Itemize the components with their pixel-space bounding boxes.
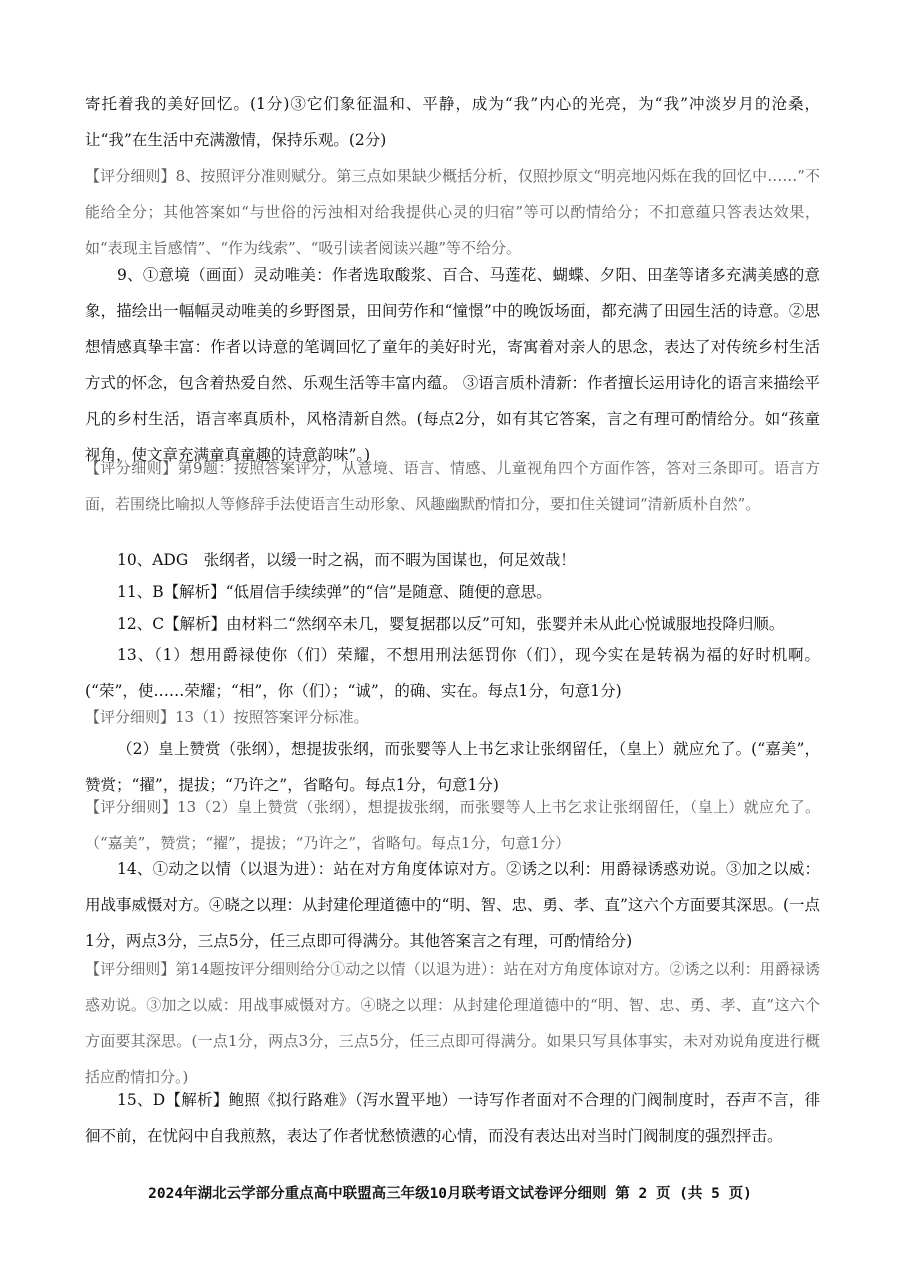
answer-9: 9、①意境（画面）灵动唯美：作者选取酸浆、百合、马莲花、蝴蝶、夕阳、田垄等诸多充满美感的意象，描绘出一幅幅灵动唯美的乡野图景，田间劳作和“憧憬”中的晚饭场面，都充满了田园生活的诗意。②思想情感真挚丰富：作者以诗意的笔调回忆了童年的美好时光，寄寓着对亲人的思念，表达了对传统乡村生活方式的怀念，包含着热爱自然、乐观生活等丰富内蕴。 ③语言质朴清新：作者擅长运用诗化的语言来描绘平凡的乡村生活，语言率真质朴，风格清新自然。(每点2分，如有其它答案，言之有理可酌情给分。如“孩童视角，使文章充满童真童趣的诗意韵味”。): [85, 266, 820, 464]
answer-13-1: 13、（1）想用爵禄使你（们）荣耀，不想用刑法惩罚你（们），现今实在是转祸为福的好时机啊。(“荣”，使……荣耀；“相”，你（们）；“诚”，的确、实在。每点1分，句意1分): [85, 646, 820, 700]
scoring-detail-13-2: 【评分细则】13（2）皇上赞赏（张纲），想提拔张纲，而张婴等人上书乞求让张纲留任，（皇上）就应允了。（“嘉美”，赞赏；“擢”，提拔；“乃许之”，省略句。每点1分，句意1分）: [85, 798, 820, 852]
answer-11: 11、B【解析】“低眉信手续续弹”的“信”是随意、随便的意思。: [117, 583, 552, 601]
scoring-detail-9: 【评分细则】第9题：按照答案评分，从意境、语言、情感、儿童视角四个方面作答，答对三条即可。语言方面，若围绕比喻拟人等修辞手法使语言生动形象、风趣幽默酌情扣分，要扣住关键词“清新质朴自然”。: [85, 459, 820, 513]
answer-15: 15、D【解析】鲍照《拟行路难》（泻水置平地）一诗写作者面对不合理的门阀制度时，吞声不言，徘徊不前，在忧闷中自我煎熬，表达了作者忧愁愤懑的心情，而没有表达出对当时门阀制度的强烈抨击。: [85, 1091, 820, 1145]
answer-10: 10、ADG 张纲者，以缓一时之祸，而不暇为国谋也，何足效哉！: [117, 551, 576, 569]
answer-14: 14、①动之以情（以退为进）：站在对方角度体谅对方。②诱之以利：用爵禄诱惑劝说。③加之以威：用战事威慑对方。④晓之以理：从封建伦理道德中的“明、智、忠、勇、孝、直”这六个方面要其深思。(一点1分，两点3分，三点5分，任三点即可得满分。其他答案言之有理，可酌情给分): [85, 860, 820, 950]
answer-12: 12、C【解析】由材料二“然纲卒未几，婴复据郡以反”可知，张婴并未从此心悦诚服地投降归顺。: [117, 615, 785, 633]
scoring-detail-14: 【评分细则】第14题按评分细则给分①动之以情（以退为进）：站在对方角度体谅对方。②诱之以利：用爵禄诱惑劝说。③加之以威：用战事威慑对方。④晓之以理：从封建伦理道德中的“明、智、忠、勇、孝、直”这六个方面要其深思。(一点1分，两点3分，三点5分，任三点即可得满分。如果只写具体事实，未对劝说角度进行概括应酌情扣分。): [85, 960, 820, 1086]
scoring-detail-8: 【评分细则】8、按照评分准则赋分。第三点如果缺少概括分析，仅照抄原文“明亮地闪烁在我的回忆中……”不能给全分；其他答案如“与世俗的污浊相对给我提供心灵的归宿”等可以酌情给分；不扣意蕴只答表达效果，如“表现主旨感情”、“作为线索”、“吸引读者阅读兴趣”等不给分。: [85, 167, 820, 257]
page-footer: 2024年湖北云学部分重点高中联盟高三年级10月联考语文试卷评分细则 第 2 页 (共 5 页): [148, 1186, 752, 1202]
answer-8-continuation: 寄托着我的美好回忆。(1分)③它们象征温和、平静，成为“我”内心的光亮，为“我”冲淡岁月的沧桑，让“我”在生活中充满激情，保持乐观。(2分): [85, 95, 820, 149]
scoring-detail-13-1: 【评分细则】13（1）按照答案评分标准。: [85, 708, 369, 726]
answer-13-2: （2）皇上赞赏（张纲），想提拔张纲，而张婴等人上书乞求让张纲留任，（皇上）就应允了。(“嘉美”，赞赏；“擢”，提拔；“乃许之”，省略句。每点1分，句意1分): [85, 740, 820, 794]
